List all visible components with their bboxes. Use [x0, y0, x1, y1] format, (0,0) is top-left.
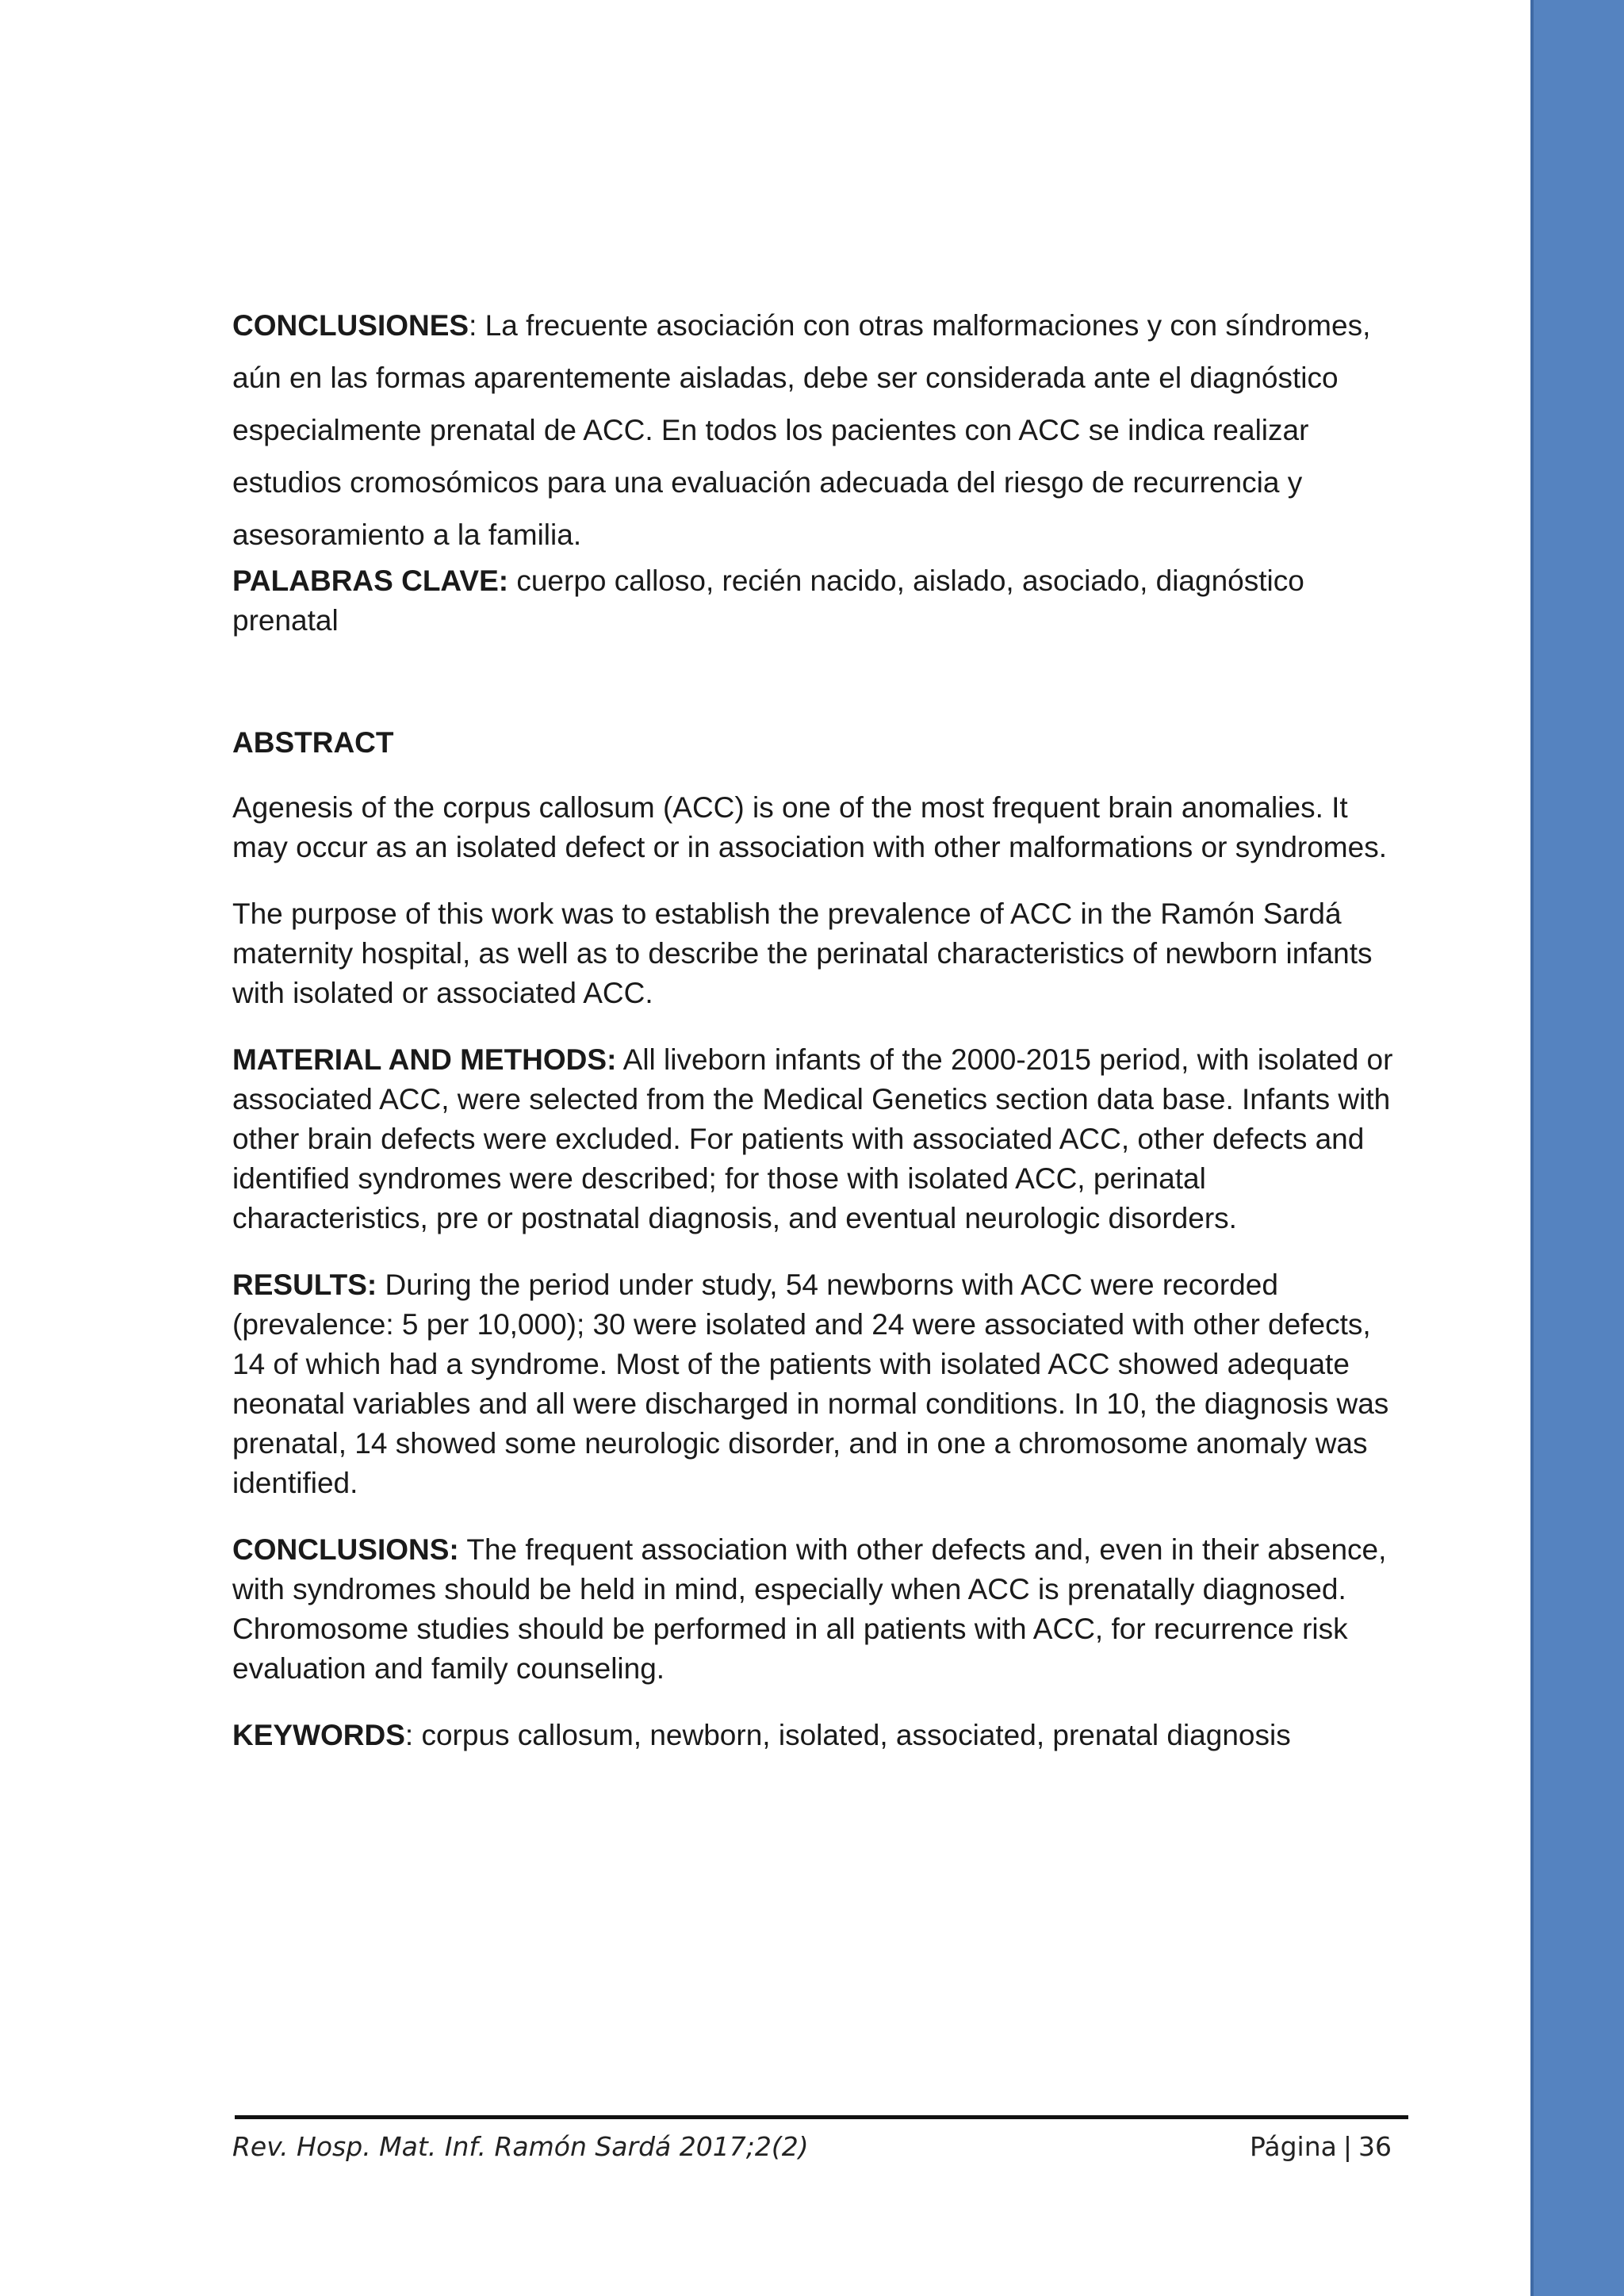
abstract-heading: ABSTRACT: [232, 726, 394, 759]
abstract-results-paragraph: [232, 1265, 1398, 1503]
abstract-keywords-paragraph: [232, 1716, 1398, 1755]
page-label: Página: [1249, 2131, 1337, 2162]
spanish-keywords-paragraph: [232, 561, 1398, 641]
keywords-text: : corpus callosum, newborn, isolated, associated, prenatal diagnosis: [404, 1719, 1291, 1751]
methods-label: MATERIAL AND METHODS:: [232, 1043, 617, 1076]
abstract-intro-paragraph: Agenesis of the corpus callosum (ACC) is one of the most frequent brain anomalies. It may occur as an isolated defect or in association with other malformations or syndromes.: [232, 791, 1387, 863]
spanish-conclusions-label: CONCLUSIONES: [232, 309, 469, 342]
page-content: [232, 300, 1398, 1755]
results-label: RESULTS:: [232, 1269, 377, 1301]
spanish-conclusions-text: : La frecuente asociación con otras malformaciones y con síndromes, aún en las formas aparentemente aisladas, debe ser considerada ante el diagnóstico especialmente prenatal de ACC. En todos los pacientes con ACC se indica realizar estudios cromosómicos para una evaluación adecuada del riesgo de recurrencia y asesoramiento a la familia.: [232, 309, 1371, 551]
spanish-keywords-label: PALABRAS CLAVE:: [232, 564, 509, 597]
abstract-methods-paragraph: [232, 1040, 1398, 1238]
abstract-purpose-paragraph: The purpose of this work was to establish the prevalence of ACC in the Ramón Sardá maternity hospital, as well as to describe the perinatal characteristics of newborn infants with isolated or associated ACC.: [232, 897, 1373, 1009]
abstract-conclusions-paragraph: [232, 1530, 1398, 1689]
spanish-keywords-text: cuerpo calloso, recién nacido, aislado, asociado, diagnóstico prenatal: [232, 564, 1304, 637]
page-number: 36: [1358, 2131, 1392, 2162]
spanish-conclusions-paragraph: [232, 300, 1398, 561]
footer-divider: [235, 2115, 1408, 2119]
footer-page-number: [1250, 2131, 1392, 2162]
footer-citation: Rev. Hosp. Mat. Inf. Ramón Sardá 2017;2(2): [232, 2131, 809, 2162]
methods-text: All liveborn infants of the 2000-2015 period, with isolated or associated ACC, were selected from the Medical Genetics section data base. Infants with other brain defects were excluded. For patients with associated ACC, other defects and identified syndromes were described; for those with isolated ACC, perinatal characteristics, pre or postnatal diagnosis, and eventual neurologic disorders.: [232, 1043, 1393, 1234]
side-color-band: [1530, 0, 1624, 2296]
keywords-label: KEYWORDS: [232, 1719, 405, 1751]
conclusions-label: CONCLUSIONS:: [232, 1533, 459, 1566]
conclusions-text: The frequent association with other defects and, even in their absence, with syndromes should be held in mind, especially when ACC is prenatally diagnosed. Chromosome studies should be performed in all patients with ACC, for recurrence risk evaluation and family counseling.: [232, 1533, 1387, 1685]
results-text: During the period under study, 54 newborns with ACC were recorded (prevalence: 5 per 10,000); 30 were isolated and 24 were associated with other defects, 14 of which had a syndrome. Most of the patients with isolated ACC showed adequate neonatal variables and all were discharged in normal conditions. In 10, the diagnosis was prenatal, 14 showed some neurologic disorder, and in one a chromosome anomaly was identified.: [232, 1269, 1389, 1499]
page-separator: |: [1342, 2131, 1352, 2162]
